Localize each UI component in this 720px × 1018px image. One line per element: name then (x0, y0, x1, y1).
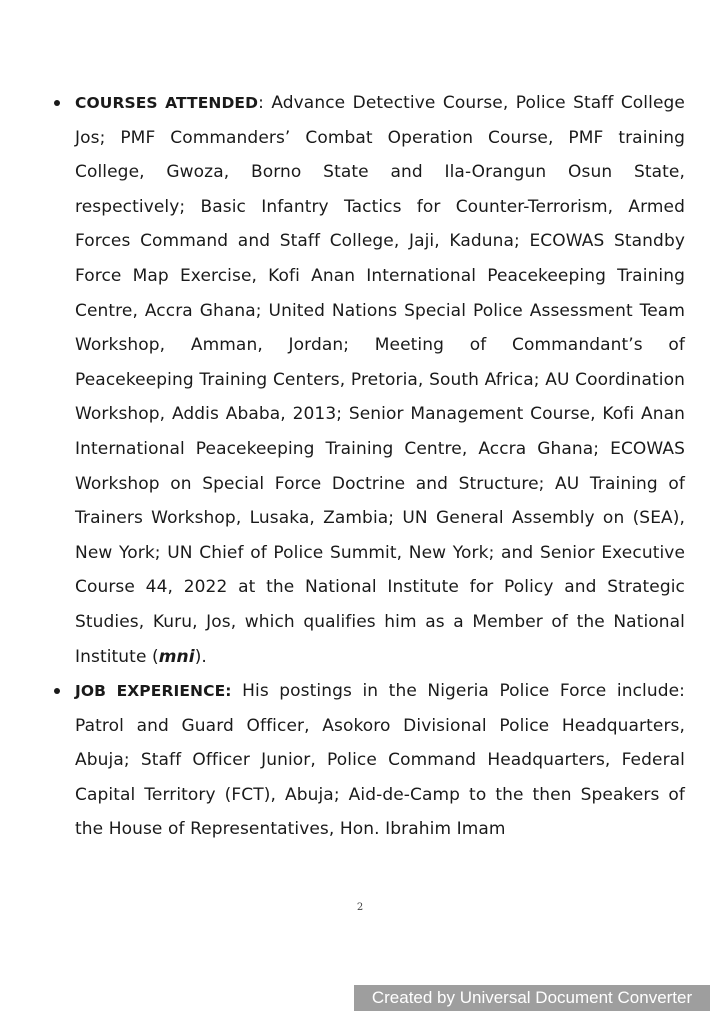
bullet-list (50, 86, 685, 847)
courses-closing: ). (194, 646, 207, 667)
list-item-courses-attended (50, 86, 685, 674)
courses-separator: : (258, 93, 272, 113)
courses-label: COURSES ATTENDED (75, 94, 259, 112)
job-text: His postings in the Nigeria Police Force include: Patrol and Guard Officer, Asokoro Divisional Police Headquarters, Abuja; Staff Officer Junior, Police Command Headquarters, Federal Capital Territory (FCT), Abuja; Aid-de-Camp to the then Speakers of the House of Representatives, Hon. Ibrahim Imam (75, 681, 685, 840)
page-number: 2 (356, 902, 364, 913)
converter-watermark: Created by Universal Document Converter (354, 985, 710, 1011)
mni-emphasis: mni (158, 646, 195, 667)
list-item-job-experience (50, 674, 685, 847)
job-label: JOB EXPERIENCE: (75, 682, 232, 701)
bullet-icon (54, 688, 60, 694)
courses-text: Advance Detective Course, Police Staff College Jos; PMF Commanders’ Combat Operation Course, PMF training College, Gwoza, Borno State and Ila-Orangun Osun State, respectively; Basic Infantry Tactics for Counter-Terrorism, Armed Forces Command and Staff College, Jaji, Kaduna; ECOWAS Standby Force Map Exercise, Kofi Anan International Peacekeeping Training Centre, Accra Ghana; United Nations Special Police Assessment Team Workshop, Amman, Jordan; Meeting of Commandant’s of Peacekeeping Training Centers, Pretoria, South Africa; AU Coordination Workshop, Addis Ababa, 2013; Senior Management Course, Kofi Anan International Peacekeeping Training Centre, Accra Ghana; ECOWAS Workshop on Special Force Doctrine and Structure; AU Training of Trainers Workshop, Lusaka, Zambia; UN General Assembly on (SEA), New York; UN Chief of Police Summit, New York; and Senior Executive Course 44, 2022 at the National Institute for Policy and Strategic Studies, Kuru, Jos, which qualifies him as a Member of the National Institute ( (75, 93, 685, 667)
bullet-icon (54, 100, 60, 106)
